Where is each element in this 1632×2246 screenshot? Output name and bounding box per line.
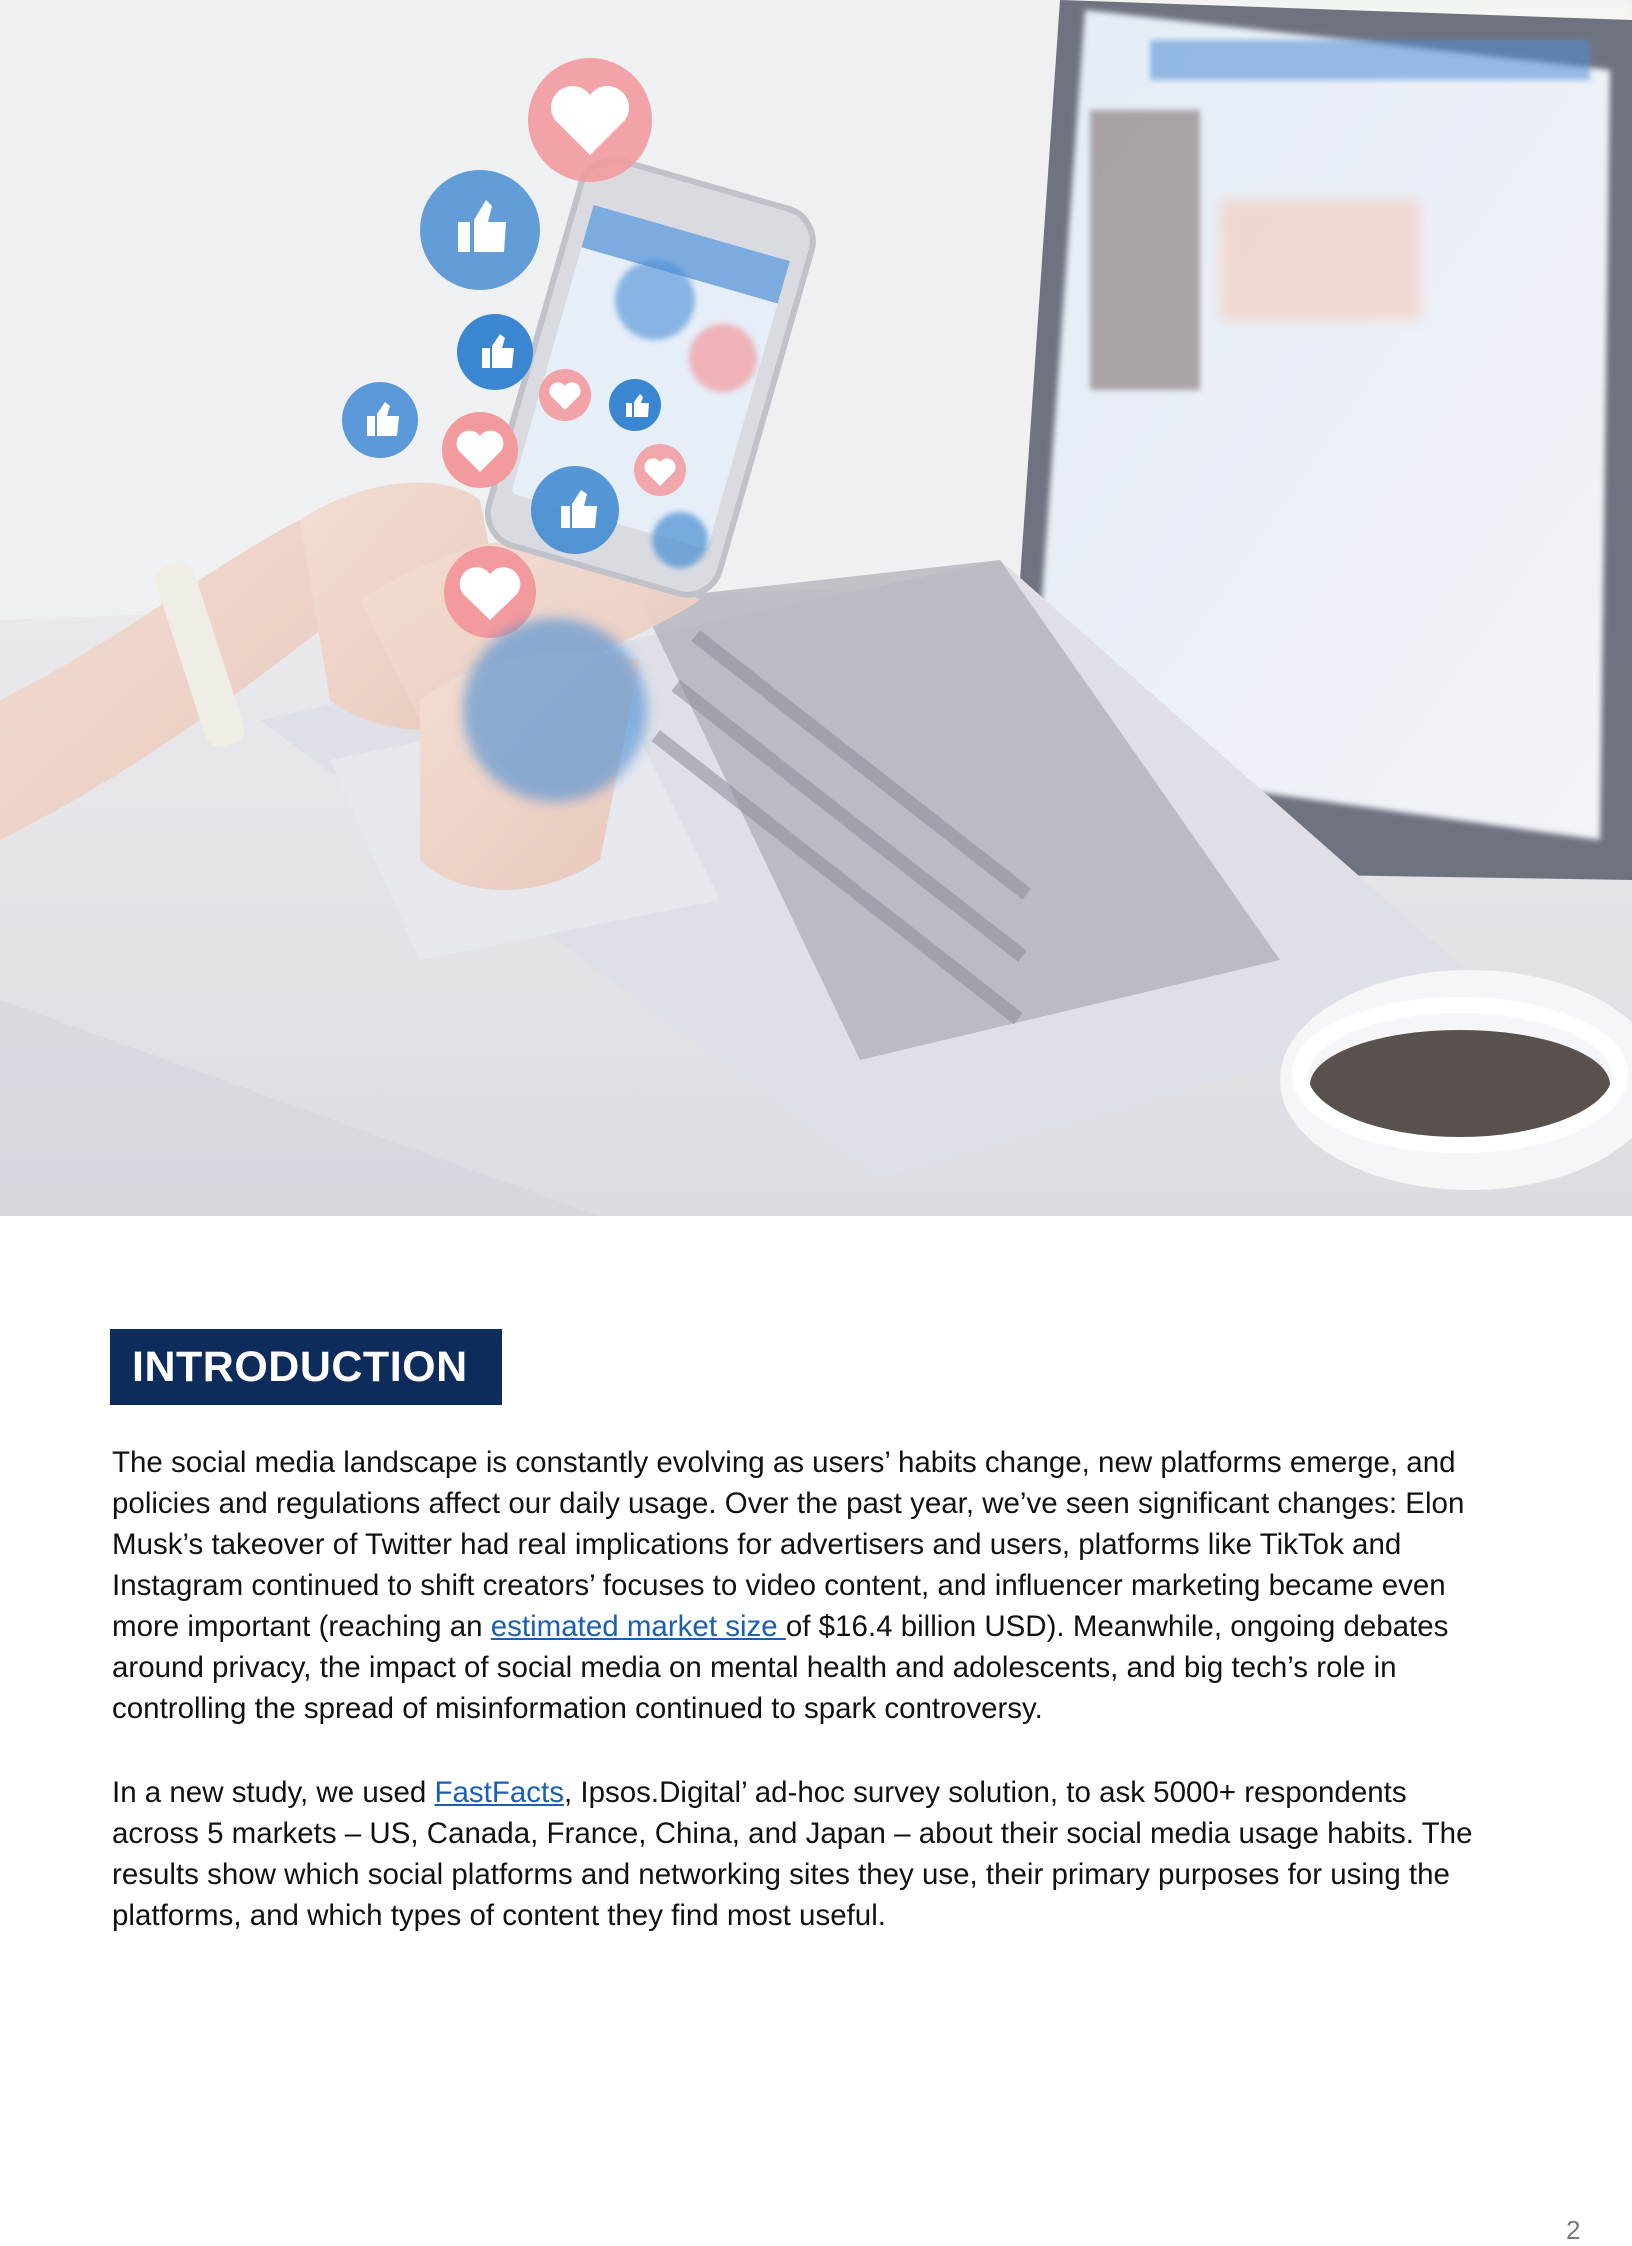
like-icon: [420, 170, 540, 290]
heart-icon: [442, 412, 518, 488]
paragraph-text: , Ipsos.Digital’ ad-hoc survey solution, to ask 5000+ respondents: [564, 1776, 1407, 1809]
heart-icon: [539, 369, 591, 421]
intro-paragraph-2: [112, 1772, 1532, 1936]
fastfacts-link[interactable]: FastFacts: [434, 1776, 564, 1809]
paragraph-text: of $16.4 billion USD). Meanwhile, ongoing debates: [785, 1610, 1449, 1643]
paragraph-text: In a new study, we used: [112, 1776, 435, 1809]
like-icon: [342, 382, 418, 458]
like-icon: [609, 379, 661, 431]
like-icon: [652, 512, 708, 568]
paragraph-line: Musk’s takeover of Twitter had real implications for advertisers and users, platforms like TikTok and: [112, 1528, 1402, 1561]
paragraph-line: [112, 1606, 1532, 1647]
like-icon: [615, 260, 695, 340]
page-number: 2: [1566, 2215, 1581, 2245]
heart-icon: [528, 58, 652, 182]
like-icon: [457, 314, 533, 390]
intro-paragraph-1: [112, 1442, 1532, 1729]
heart-icon: [634, 444, 686, 496]
paragraph-line: around privacy, the impact of social media on mental health and adolescents, and big tech’s role in: [112, 1651, 1397, 1684]
paragraph-line: policies and regulations affect our daily usage. Over the past year, we’ve seen significant changes: Elon: [112, 1487, 1465, 1520]
paragraph-line: platforms, and which types of content they find most useful.: [112, 1899, 886, 1932]
section-heading: INTRODUCTION: [110, 1329, 502, 1405]
paragraph-line: controlling the spread of misinformation continued to spark controversy.: [112, 1692, 1043, 1725]
like-icon: [463, 618, 647, 802]
paragraph-line: across 5 markets – US, Canada, France, China, and Japan – about their social media usage habits. The: [112, 1817, 1473, 1850]
paragraph-line: results show which social platforms and networking sites they use, their primary purposes for using the: [112, 1858, 1450, 1891]
paragraph-text: more important (reaching an: [112, 1610, 491, 1643]
paragraph-line: The social media landscape is constantly evolving as users’ habits change, new platforms emerge, and: [112, 1446, 1456, 1479]
heart-icon: [689, 324, 757, 392]
like-icon: [531, 466, 619, 554]
paragraph-line: [112, 1772, 1532, 1813]
market-size-link[interactable]: estimated market size: [490, 1610, 786, 1643]
paragraph-line: Instagram continued to shift creators’ focuses to video content, and influencer marketing became even: [112, 1569, 1446, 1602]
